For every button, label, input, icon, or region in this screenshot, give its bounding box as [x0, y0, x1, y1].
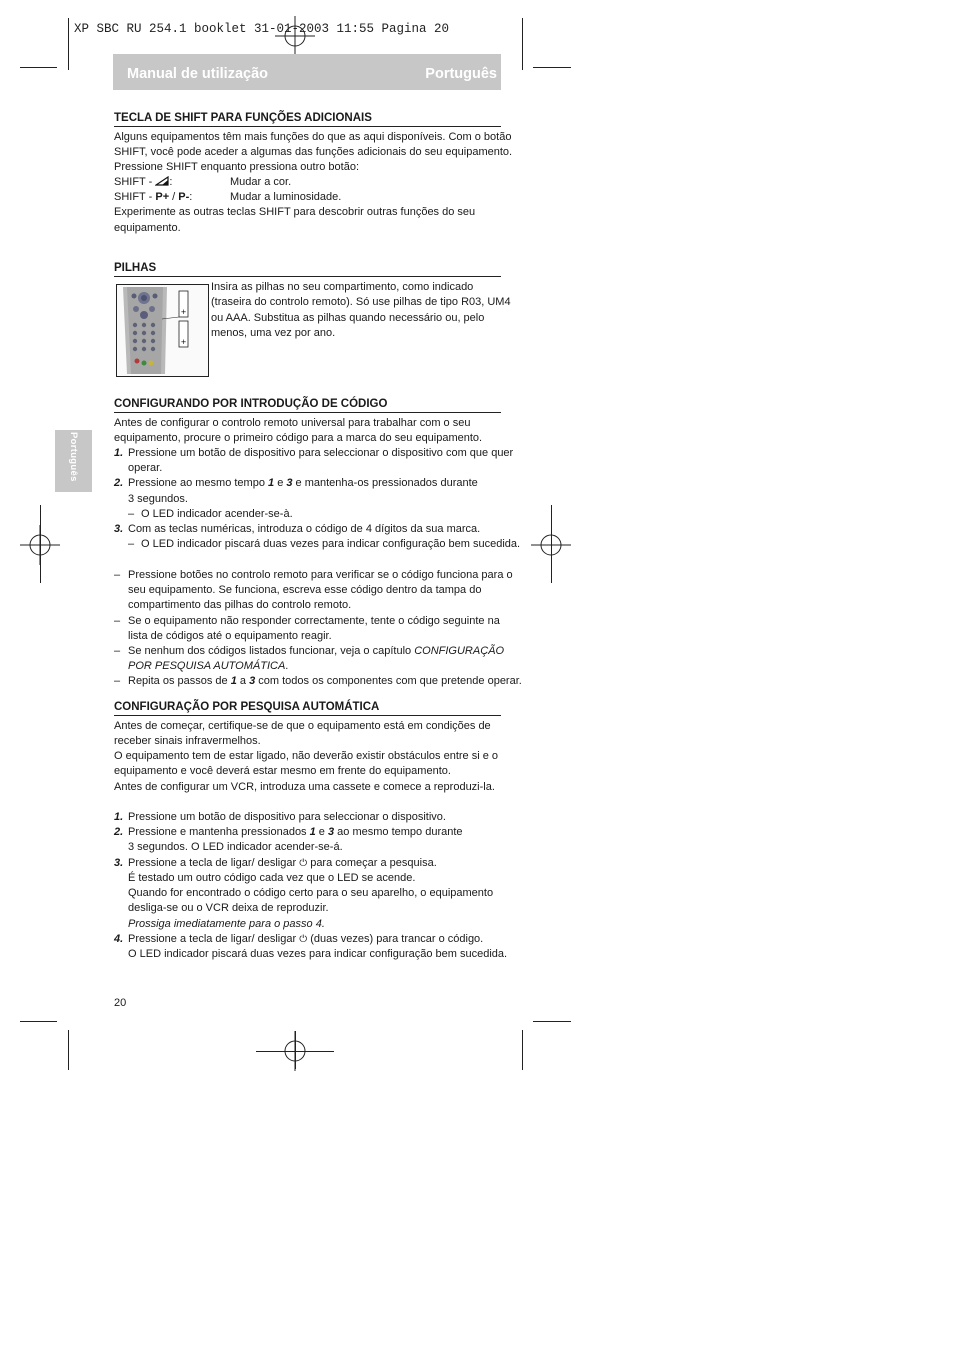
section-heading-shift: TECLA DE SHIFT PARA FUNÇÕES ADICIONAIS: [114, 111, 501, 127]
text-run: com todos os componentes com que pretende operar.: [255, 675, 522, 687]
registration-mark-icon: [275, 16, 315, 56]
bullet-text: [128, 659, 288, 674]
shift-suffix: :: [189, 191, 193, 203]
shift-prefix: SHIFT -: [114, 176, 156, 188]
step-number: 4.: [114, 933, 124, 945]
step-number: 2.: [114, 477, 124, 489]
step-text: 3 segundos.: [128, 493, 188, 505]
text-run: e: [315, 826, 328, 838]
paragraph-line: Experimente as outras teclas SHIFT para descobrir outras funções do seu: [114, 206, 476, 218]
svg-text:+: +: [180, 338, 187, 346]
remote-control-icon: [117, 285, 208, 376]
key-p-minus: P-: [178, 191, 190, 203]
step-text: desliga-se ou o VCR deixa de reproduzir.: [128, 902, 329, 914]
crop-mark: [522, 1030, 523, 1070]
text-run: Pressione a tecla de ligar/ desligar: [128, 857, 300, 869]
page-number: 20: [114, 997, 127, 1009]
step-text: Pressione um botão de dispositivo para seleccionar o dispositivo.: [128, 811, 446, 823]
dash-marker: –: [128, 508, 135, 520]
text-run: e mantenha-os pressionados durante: [292, 477, 478, 489]
crop-mark: [533, 1021, 571, 1022]
registration-mark-line: [295, 1031, 296, 1069]
text-run: Pressione e mantenha pressionados: [128, 826, 310, 838]
shift-prefix: SHIFT -: [114, 191, 156, 203]
crop-mark: [20, 67, 57, 68]
power-icon: ⏻: [299, 858, 308, 869]
text-run: Pressione a tecla de ligar/ desligar: [128, 933, 300, 945]
bullet-text: Pressione botões no controlo remoto para verificar se o código funciona para o: [128, 569, 513, 581]
dash-marker: –: [128, 538, 135, 550]
paragraph-line: receber sinais infravermelhos.: [114, 735, 261, 747]
step-note: O LED indicador acender-se-à.: [141, 508, 293, 520]
step-text: operar.: [128, 462, 163, 474]
bullet-text: [128, 644, 504, 659]
colour-wedge-icon: [155, 176, 169, 186]
step-number: 2.: [114, 826, 124, 838]
key-separator: /: [169, 191, 179, 203]
registration-mark-line: [551, 505, 552, 583]
section-heading-auto-search: CONFIGURAÇÃO POR PESQUISA AUTOMÁTICA: [114, 700, 501, 716]
bullet-text: [128, 674, 522, 689]
key-1: 1: [268, 477, 275, 489]
shift-brightness-combo: [114, 190, 192, 205]
paragraph-line: O equipamento tem de estar ligado, não deverão existir obstáculos entre si e o: [114, 750, 499, 762]
key-3: 3: [249, 675, 256, 687]
step-number: 3.: [114, 523, 124, 535]
paragraph-line: Alguns equipamentos têm mais funções do que as aqui disponíveis. Com o botão: [114, 131, 512, 143]
bullet-text: lista de códigos até o equipamento reagir.: [128, 630, 332, 642]
language-side-tab: [55, 430, 92, 492]
bullet-text: Se o equipamento não responder correctamente, tente o código seguinte na: [128, 615, 500, 627]
paragraph-line: Antes de configurar um VCR, introduza uma cassete e comece a reproduzi-la.: [114, 781, 495, 793]
text-run: (duas vezes) para trancar o código.: [307, 933, 484, 945]
paragraph-line: Pressione SHIFT enquanto pressiona outro botão:: [114, 161, 360, 173]
print-slug: XP SBC RU 254.1 booklet 31-01-2003 11:55 Pagina 20: [74, 22, 450, 36]
side-tab-label: Português: [68, 432, 79, 482]
chapter-reference: POR PESQUISA AUTOMÁTICA: [128, 660, 286, 672]
paragraph-line: equipamento.: [114, 222, 181, 234]
crop-mark: [522, 18, 523, 70]
bullet-text: compartimento das pilhas do controlo remoto.: [128, 599, 352, 611]
key-1: 1: [309, 826, 316, 838]
key-1: 1: [230, 675, 237, 687]
dash-marker: –: [114, 615, 121, 627]
crop-mark: [68, 1030, 69, 1070]
bullet-text: seu equipamento. Se funciona, escreva esse código dentro da tampa do: [128, 584, 482, 596]
header-language: Português: [425, 66, 497, 82]
step-text: Pressione um botão de dispositivo para seleccionar o dispositivo com que quer: [128, 447, 514, 459]
step-number: 1.: [114, 811, 124, 823]
svg-text:+: +: [180, 308, 187, 316]
text-run: e: [274, 477, 287, 489]
key-3: 3: [286, 477, 293, 489]
step-text: Com as teclas numéricas, introduza o código de 4 dígitos da sua marca.: [128, 523, 481, 535]
dash-marker: –: [114, 569, 121, 581]
step-text: É testado um outro código cada vez que o LED se acende.: [128, 872, 416, 884]
key-p-plus: P+: [155, 191, 170, 203]
paragraph-line: menos, uma vez por ano.: [211, 327, 336, 339]
shift-brightness-desc: Mudar a luminosidade.: [230, 191, 342, 203]
crop-mark: [20, 1021, 57, 1022]
step-text: Quando for encontrado o código certo para o seu aparelho, o equipamento: [128, 887, 494, 899]
text-run: Se nenhum dos códigos listados funcionar, veja o capítulo: [128, 645, 415, 657]
chapter-reference: CONFIGURAÇÃO: [414, 645, 505, 657]
registration-mark-line: [40, 505, 41, 583]
step-text: [128, 932, 483, 947]
step-text: [128, 476, 478, 491]
paragraph-line: Insira as pilhas no seu compartimento, como indicado: [211, 281, 474, 293]
crop-mark: [68, 18, 69, 70]
paragraph-line: (traseira do controlo remoto). Só use pilhas de tipo R03, UM4: [211, 296, 511, 308]
text-run: .: [285, 660, 289, 672]
shift-suffix: :: [169, 176, 173, 188]
paragraph-line: Antes de configurar o controlo remoto universal para trabalhar com o seu: [114, 417, 471, 429]
step-text: [128, 825, 463, 840]
paragraph-line: equipamento e você deverá estar mesmo em frente do equipamento.: [114, 765, 451, 777]
step-number: 1.: [114, 447, 124, 459]
section-heading-code-entry: CONFIGURANDO POR INTRODUÇÃO DE CÓDIGO: [114, 397, 501, 413]
step-text: 3 segundos. O LED indicador acender-se-á.: [128, 841, 343, 853]
step-note: O LED indicador piscará duas vezes para indicar configuração bem sucedida.: [141, 538, 521, 550]
text-run: Pressione ao mesmo tempo: [128, 477, 269, 489]
text-run: Repita os passos de: [128, 675, 231, 687]
text-run: para começar a pesquisa.: [307, 857, 437, 869]
paragraph-line: SHIFT, você pode aceder a algumas das funções adicionais do seu equipamento.: [114, 146, 513, 158]
power-icon: ⏻: [299, 934, 308, 945]
shift-colour-desc: Mudar a cor.: [230, 176, 292, 188]
step-text: O LED indicador piscará duas vezes para indicar configuração bem sucedida.: [128, 948, 508, 960]
dash-marker: –: [114, 645, 121, 657]
paragraph-line: equipamento, procure o primeiro código para a marca do seu equipamento.: [114, 432, 483, 444]
remote-battery-image: [116, 284, 209, 377]
dash-marker: –: [114, 675, 121, 687]
section-heading-batteries: PILHAS: [114, 261, 501, 277]
text-run: ao mesmo tempo durante: [334, 826, 463, 838]
paragraph-line: ou AAA. Substitua as pilhas quando necessário ou, pelo: [211, 312, 485, 324]
key-3: 3: [327, 826, 335, 838]
step-number: 3.: [114, 857, 124, 869]
shift-colour-combo: [114, 175, 172, 190]
manual-title: Manual de utilização: [127, 66, 268, 82]
crop-mark: [533, 67, 571, 68]
text-run: a: [236, 675, 250, 687]
paragraph-line: Antes de começar, certifique-se de que o equipamento está em condições de: [114, 720, 491, 732]
step-text: [128, 856, 437, 871]
step-note: Prossiga imediatamente para o passo 4.: [128, 918, 325, 930]
page-header: [113, 54, 501, 90]
